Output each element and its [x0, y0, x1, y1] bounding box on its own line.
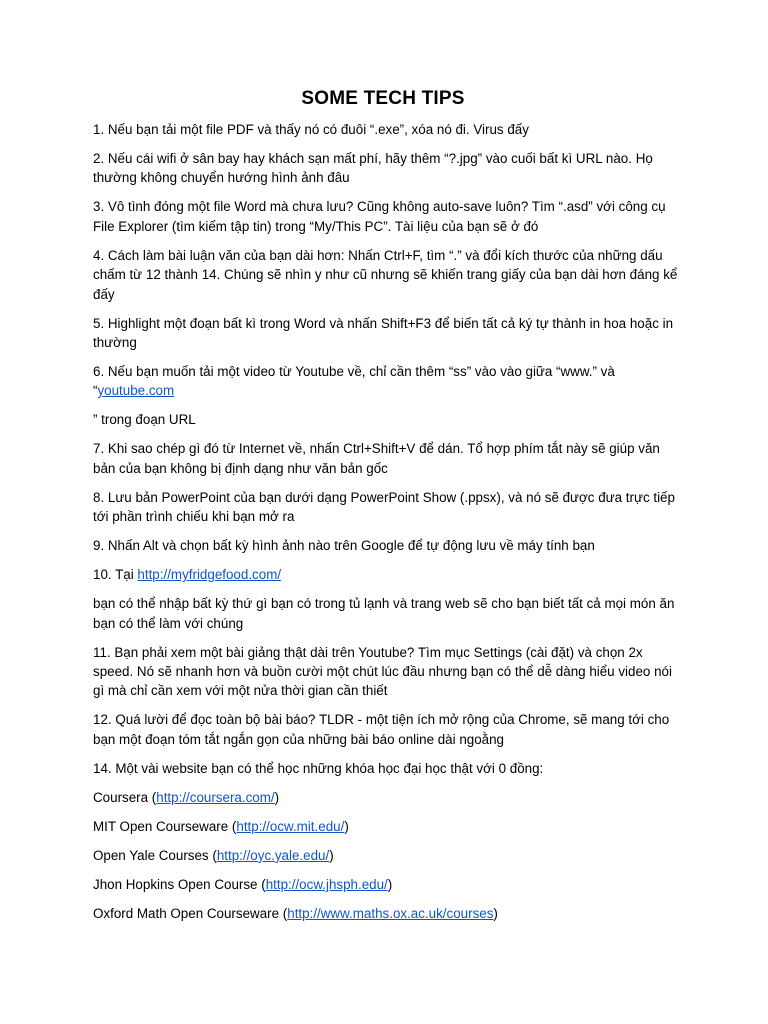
tip-2: 2. Nếu cái wifi ở sân bay hay khách sạn mất phí, hãy thêm “?.jpg” vào cuối bất kì URL nào. Họ thường không chuyển hướng hình ảnh đâu: [93, 151, 653, 186]
myfridgefood-link[interactable]: http://myfridgefood.com/: [137, 567, 282, 583]
tip-12: 12. Quá lười để đọc toàn bộ bài báo? TLDR - một tiện ích mở rộng của Chrome, sẽ mang tới cho bạn một đoạn tóm tắt ngắn gọn của những bài báo online dài ngoằng: [93, 712, 670, 747]
tip-6-suffix: ” trong đoạn URL: [93, 412, 196, 428]
tip-11: 11. Bạn phải xem một bài giảng thật dài trên Youtube? Tìm mục Settings (cài đặt) và chọn 2x speed. Nó sẽ nhanh hơn và buồn cười một chút lúc đầu nhưng bạn có thể dễ dàng hiểu video nói gì mà chỉ cần xem với một nửa thời gian cần thiết: [93, 644, 672, 699]
course-item: MIT Open Courseware (http://ocw.mit.edu/): [93, 818, 349, 834]
tip-3: 3. Vô tình đóng một file Word mà chưa lưu? Cũng không auto-save luôn? Tìm “.asd” với công cụ File Explorer (tìm kiếm tập tin) trong “My/This PC”. Tài liệu của bạn sẽ ở đó: [93, 199, 666, 234]
mit-ocw-link[interactable]: http://ocw.mit.edu/: [236, 818, 345, 834]
tip-10-body: bạn có thể nhập bất kỳ thứ gì bạn có trong tủ lạnh và trang web sẽ cho bạn biết tất cả mọi món ăn bạn có thể làm với chúng: [93, 596, 675, 631]
coursera-link[interactable]: http://coursera.com/: [156, 789, 275, 805]
document-page: [93, 88, 683, 933]
course-item: Open Yale Courses (http://oyc.yale.edu/): [93, 847, 334, 863]
tip-10: [93, 565, 683, 584]
yale-link[interactable]: http://oyc.yale.edu/: [216, 847, 330, 863]
page-title: SOME TECH TIPS: [301, 88, 465, 109]
tip-6: [93, 362, 683, 401]
course-item: Jhon Hopkins Open Course (http://ocw.jhsph.edu/): [93, 876, 393, 892]
tip-14: 14. Một vài website bạn có thể học những khóa học đại học thật với 0 đồng:: [93, 760, 544, 776]
course-name: MIT Open Courseware: [93, 818, 229, 834]
oxford-maths-link[interactable]: http://www.maths.ox.ac.uk/courses: [287, 905, 494, 921]
course-item: Oxford Math Open Courseware (http://www.maths.ox.ac.uk/courses): [93, 905, 498, 921]
course-name: Coursera: [93, 789, 149, 805]
course-name: Jhon Hopkins Open Course: [93, 876, 258, 892]
tip-10-text: 10. Tại: [93, 567, 138, 583]
tip-1: 1. Nếu bạn tải một file PDF và thấy nó có đuôi “.exe”, xóa nó đi. Virus đấy: [93, 122, 529, 137]
course-name: Open Yale Courses: [93, 847, 209, 863]
jhsph-link[interactable]: http://ocw.jhsph.edu/: [265, 876, 388, 892]
course-name: Oxford Math Open Courseware: [93, 905, 280, 921]
tip-7: 7. Khi sao chép gì đó từ Internet về, nhấn Ctrl+Shift+V để dán. Tổ hợp phím tắt này sẽ giúp văn bản của bạn không bị định dạng như văn bản gốc: [93, 441, 660, 476]
youtube-link[interactable]: youtube.com: [97, 383, 175, 399]
tip-9: 9. Nhấn Alt và chọn bất kỳ hình ảnh nào trên Google để tự động lưu về máy tính bạn: [93, 538, 595, 554]
tip-5: 5. Highlight một đoạn bất kì trong Word và nhấn Shift+F3 để biến tất cả ký tự thành in hoa hoặc in thường: [93, 315, 674, 351]
course-item: Coursera (http://coursera.com/): [93, 789, 280, 805]
tip-8: 8. Lưu bản PowerPoint của bạn dưới dạng PowerPoint Show (.ppsx), và nó sẽ được đưa trực tiếp tới phần trình chiếu khi bạn mở ra: [93, 489, 675, 525]
tip-6-text: 6. Nếu bạn muốn tải một video từ Youtube về, chỉ cần thêm “ss” vào vào giữa “www.” và “: [93, 364, 615, 399]
tip-4: 4. Cách làm bài luận văn của bạn dài hơn: Nhấn Ctrl+F, tìm “.” và đổi kích thước của những dấu chấm từ 12 thành 14. Chúng sẽ nhìn y như cũ nhưng sẽ khiến trang giấy của bạn dài hơn đáng kể đấy: [93, 247, 678, 302]
